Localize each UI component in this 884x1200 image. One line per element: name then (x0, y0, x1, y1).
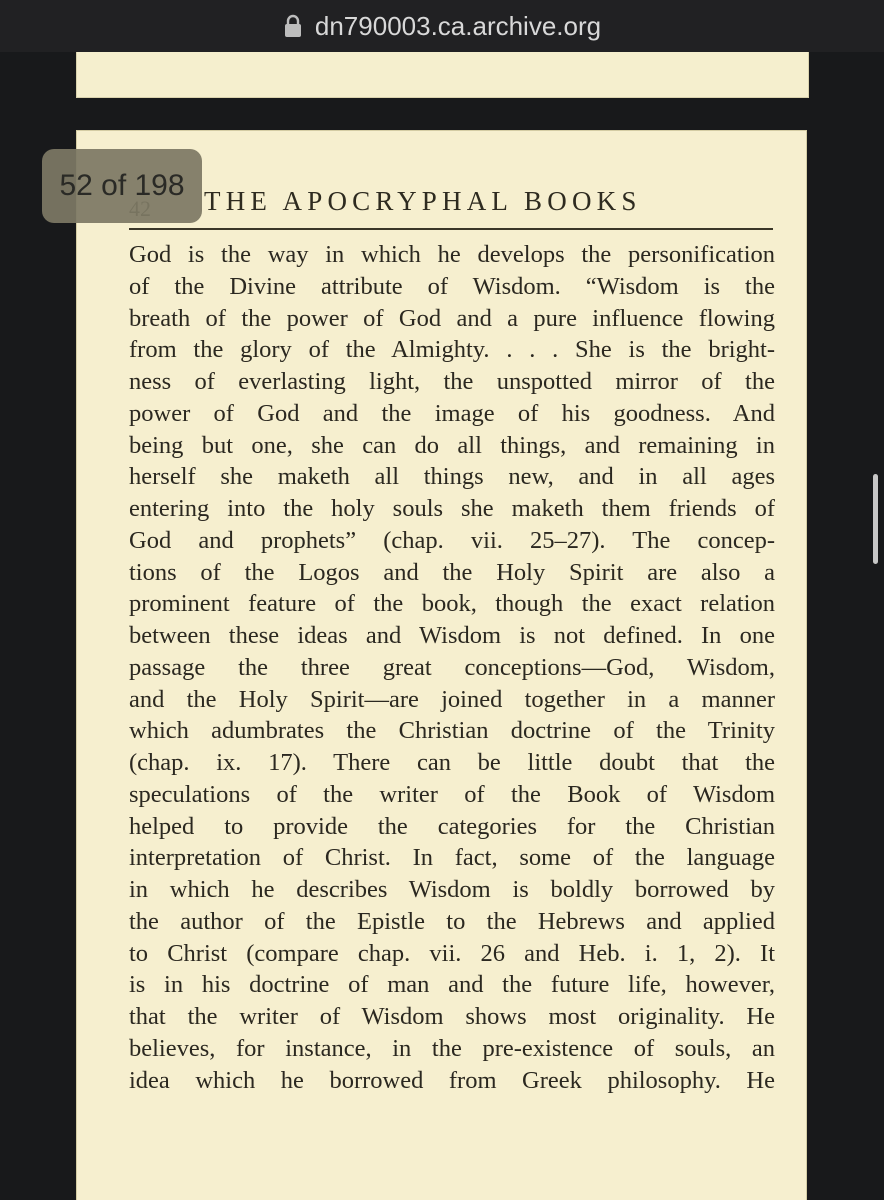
text-line: God is the way in which he develops the personification (129, 241, 775, 268)
text-line: herself she maketh all things new, and in all ages (129, 463, 775, 491)
text-line: that the writer of Wisdom shows most originality. He (129, 1003, 775, 1030)
text-line: believes, for instance, in the pre-existence of souls, an (129, 1034, 775, 1062)
book-viewer[interactable] (0, 52, 884, 1200)
header-rule (129, 228, 773, 230)
text-line: being but one, she can do all things, and remaining in (129, 431, 775, 459)
lock-icon (283, 14, 303, 38)
text-line: power of God and the image of his goodness. And (129, 399, 775, 427)
text-line: prominent feature of the book, though the exact relation (129, 590, 775, 618)
text-line: the author of the Epistle to the Hebrews and applied (129, 907, 775, 935)
book-page (76, 130, 807, 1200)
text-line: and the Holy Spirit—are joined together in a manner (129, 685, 775, 713)
text-line: breath of the power of God and a pure influence flowing (129, 304, 775, 332)
text-line: helped to provide the categories for the Christian (129, 812, 775, 840)
text-line: to Christ (compare chap. vii. 26 and Heb. i. 1, 2). It (129, 939, 775, 967)
text-line: in which he describes Wisdom is boldly borrowed by (129, 876, 775, 903)
text-line: which adumbrates the Christian doctrine of the Trinity (129, 717, 775, 745)
running-title: THE APOCRYPHAL BOOKS (204, 186, 642, 216)
address-bar[interactable] (0, 0, 884, 52)
text-line: between these ideas and Wisdom is not defined. In one (129, 622, 775, 649)
text-line: passage the three great conceptions—God, Wisdom, (129, 653, 775, 681)
text-line: from the glory of the Almighty. . . . She is the bright- (129, 336, 775, 364)
text-line: speculations of the writer of the Book of Wisdom (129, 780, 775, 808)
text-line: (chap. ix. 17). There can be little doubt that the (129, 749, 775, 776)
text-line: God and prophets” (chap. vii. 25–27). The concep- (129, 526, 775, 554)
text-line: ness of everlasting light, the unspotted mirror of the (129, 368, 775, 395)
text-line: interpretation of Christ. In fact, some of the language (129, 844, 775, 872)
page-header (129, 186, 775, 226)
text-line: entering into the holy souls she maketh them friends of (129, 495, 775, 522)
text-line: tions of the Logos and the Holy Spirit are also a (129, 558, 775, 586)
body-text (129, 239, 775, 1096)
text-line: idea which he borrowed from Greek philosophy. He (129, 1066, 775, 1094)
previous-page (76, 52, 809, 98)
text-line: is in his doctrine of man and the future life, however, (129, 971, 775, 999)
text-line: of the Divine attribute of Wisdom. “Wisdom is the (129, 272, 775, 300)
url-text: dn790003.ca.archive.org (314, 10, 602, 41)
scrollbar[interactable] (873, 474, 878, 564)
page-counter: 52 of 198 (42, 149, 202, 223)
